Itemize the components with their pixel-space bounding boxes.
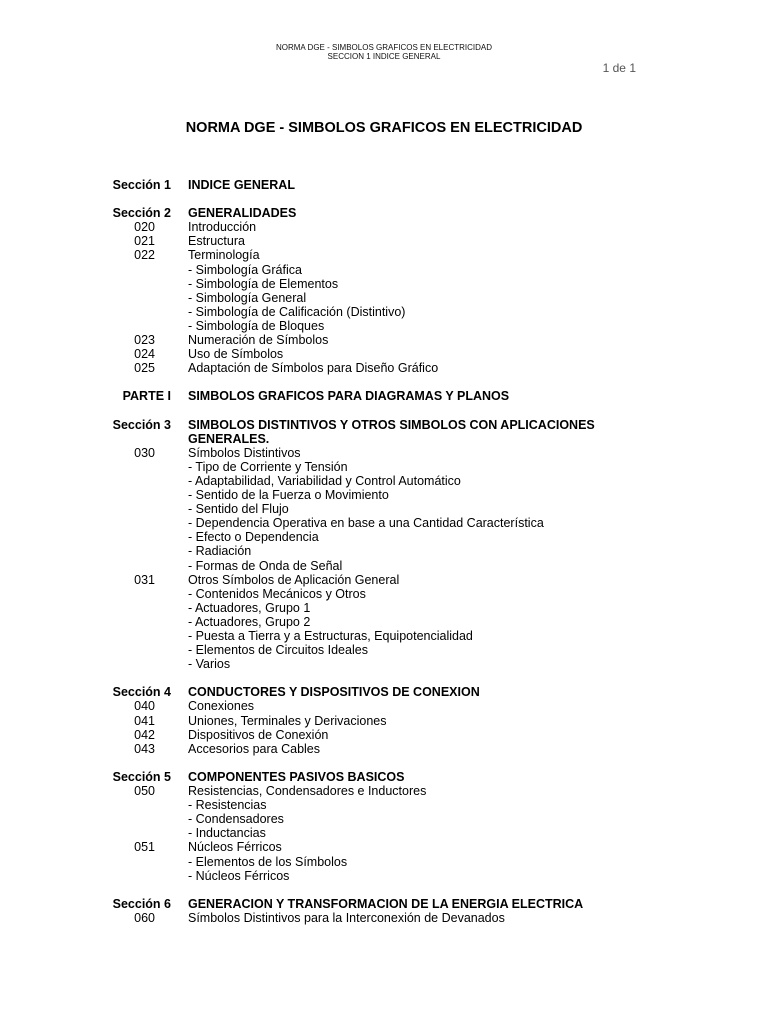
toc-entry-text: - Adaptabilidad, Variabilidad y Control Automático [188,473,461,488]
toc-entry-number: 023 [134,333,155,348]
toc-section-label: Sección 3 [112,417,171,432]
toc-entry-number: 043 [134,741,155,756]
section-spacer [0,883,768,897]
toc-subentry-row [0,305,768,319]
toc-entry-text: Dispositivos de Conexión [188,727,329,742]
toc-section-title: CONDUCTORES Y DISPOSITIVOS DE CONEXION [188,685,480,700]
toc-subentry-row [0,291,768,305]
toc-subentry-row [0,826,768,840]
toc-subentry-row [0,502,768,516]
toc-section-label: Sección 1 [112,178,171,192]
toc-entry-number: 030 [134,445,155,460]
page-number: 1 de 1 [602,61,636,75]
toc-entry-number: 024 [134,347,155,362]
toc-entry-text: - Sentido de la Fuerza o Movimiento [188,488,389,503]
toc-subentry-row [0,488,768,502]
toc-entry-text: Introducción [188,220,257,235]
toc-entry-row [0,446,768,460]
toc-entry-row [0,573,768,587]
toc-entry-row [0,234,768,248]
toc-entry-text: Uso de Símbolos [188,347,284,362]
toc-entry-text: Símbolos Distintivos para la Interconexión de Devanados [188,910,505,925]
toc-subentry-row [0,629,768,643]
toc-section-label: PARTE I [122,389,171,404]
toc-section-row [0,418,768,446]
toc-entry-text: Uniones, Terminales y Derivaciones [188,713,387,728]
toc-entry-text: - Sentido del Flujo [188,502,289,517]
toc-entry-row [0,784,768,798]
toc-entry-text: - Simbología de Elementos [188,276,339,291]
toc-subentry-row [0,601,768,615]
toc-entry-row [0,699,768,713]
toc-subentry-row [0,263,768,277]
toc-subentry-row [0,798,768,812]
toc-entry-text: Adaptación de Símbolos para Diseño Gráfico [188,361,439,376]
toc-subentry-row [0,587,768,601]
section-spacer [0,192,768,206]
toc-entry-number: 040 [134,699,155,714]
toc-entry-row [0,911,768,925]
section-spacer [0,404,768,418]
toc-entry-text: - Dependencia Operativa en base a una Cantidad Característica [188,516,544,531]
toc-entry-row [0,728,768,742]
toc-subentry-row [0,277,768,291]
toc-entry-text: - Tipo de Corriente y Tensión [188,459,348,474]
toc-entry-number: 041 [134,713,155,728]
toc-entry-number: 025 [134,361,155,376]
toc-entry-text: - Radiación [188,544,252,559]
toc-section-label: Sección 2 [112,206,171,221]
toc-section-title: SIMBOLOS GRAFICOS PARA DIAGRAMAS Y PLANOS [188,389,510,404]
toc-section-title: GENERACION Y TRANSFORMACION DE LA ENERGIA ELECTRICA [188,896,584,911]
toc-entry-text: - Resistencias [188,798,267,813]
toc-entry-text: - Simbología de Calificación (Distintivo) [188,304,406,319]
toc-entry-text: - Inductancias [188,826,266,841]
toc-entry-text: - Simbología de Bloques [188,318,325,333]
toc-subentry-row [0,615,768,629]
toc-section-row [0,770,768,784]
toc-entry-text: - Simbología General [188,290,307,305]
section-spacer [0,375,768,389]
toc-entry-row [0,840,768,854]
toc-section-row [0,178,768,192]
header-line-1: NORMA DGE - SIMBOLOS GRAFICOS EN ELECTRICIDAD [275,43,493,52]
toc-entry-text: Accesorios para Cables [188,741,321,756]
toc-entry-text: - Condensadores [188,812,284,827]
toc-entry-text: - Núcleos Férricos [188,868,290,883]
toc-entry-text: - Formas de Onda de Señal [188,558,343,573]
toc-subentry-row [0,559,768,573]
section-spacer [0,756,768,770]
toc-entry-text: - Varios [188,657,231,672]
toc-entry-row [0,742,768,756]
toc-subentry-row [0,460,768,474]
toc-section-title: COMPONENTES PASIVOS BASICOS [188,769,405,784]
toc-entry-text: - Elementos de Circuitos Ideales [188,643,368,658]
toc-entry-row [0,333,768,347]
toc-entry-text: Símbolos Distintivos [188,445,301,460]
toc-section-title: SIMBOLOS DISTINTIVOS Y OTROS SIMBOLOS CON APLICACIONES GENERALES. [188,417,595,446]
toc-entry-text: - Simbología Gráfica [188,262,302,277]
toc-entry-number: 020 [134,220,155,235]
toc-entry-number: 031 [134,572,155,587]
document-title: NORMA DGE - SIMBOLOS GRAFICOS EN ELECTRICIDAD [185,120,583,136]
toc-entry-text: - Contenidos Mecánicos y Otros [188,586,366,601]
toc-entry-row [0,714,768,728]
toc-entry-text: Otros Símbolos de Aplicación General [188,572,400,587]
toc-subentry-row [0,869,768,883]
toc-subentry-row [0,657,768,671]
toc-entry-row [0,248,768,262]
toc-section-title: GENERALIDADES [188,206,297,221]
toc-entry-text: - Actuadores, Grupo 2 [188,614,311,629]
toc-section-label: Sección 5 [112,769,171,784]
toc-subentry-row [0,855,768,869]
toc-entry-text: Estructura [188,234,245,249]
toc-entry-text: Núcleos Férricos [188,840,282,855]
toc-subentry-row [0,474,768,488]
toc-subentry-row [0,812,768,826]
toc-section-label: Sección 4 [112,685,171,700]
toc-entry-number: 060 [134,910,155,925]
toc-entry-text: Conexiones [188,699,255,714]
toc-entry-text: - Actuadores, Grupo 1 [188,600,311,615]
toc-section-row [0,685,768,699]
toc-entry-text: - Puesta a Tierra y a Estructuras, Equipotencialidad [188,629,473,643]
table-of-contents [0,178,768,925]
toc-subentry-row [0,319,768,333]
toc-subentry-row [0,544,768,558]
toc-entry-number: 051 [134,840,155,855]
toc-subentry-row [0,643,768,657]
toc-entry-number: 021 [134,234,155,249]
header-line-2: SECCION 1 INDICE GENERAL [327,52,441,61]
toc-entry-row [0,361,768,375]
toc-entry-number: 022 [134,248,155,263]
toc-section-title: INDICE GENERAL [188,178,295,192]
toc-entry-text: Resistencias, Condensadores e Inductores [188,784,427,799]
toc-entry-number: 050 [134,784,155,799]
toc-entry-text: Terminología [188,248,260,263]
running-header [0,43,768,61]
toc-subentry-row [0,516,768,530]
section-spacer [0,671,768,685]
toc-entry-row [0,347,768,361]
toc-entry-text: Numeración de Símbolos [188,333,329,348]
toc-entry-number: 042 [134,727,155,742]
toc-section-row [0,389,768,403]
toc-subentry-row [0,530,768,544]
toc-entry-text: - Efecto o Dependencia [188,530,319,545]
toc-section-row [0,897,768,911]
toc-section-row [0,206,768,220]
toc-entry-row [0,220,768,234]
toc-entry-text: - Elementos de los Símbolos [188,854,348,869]
toc-section-label: Sección 6 [112,896,171,911]
